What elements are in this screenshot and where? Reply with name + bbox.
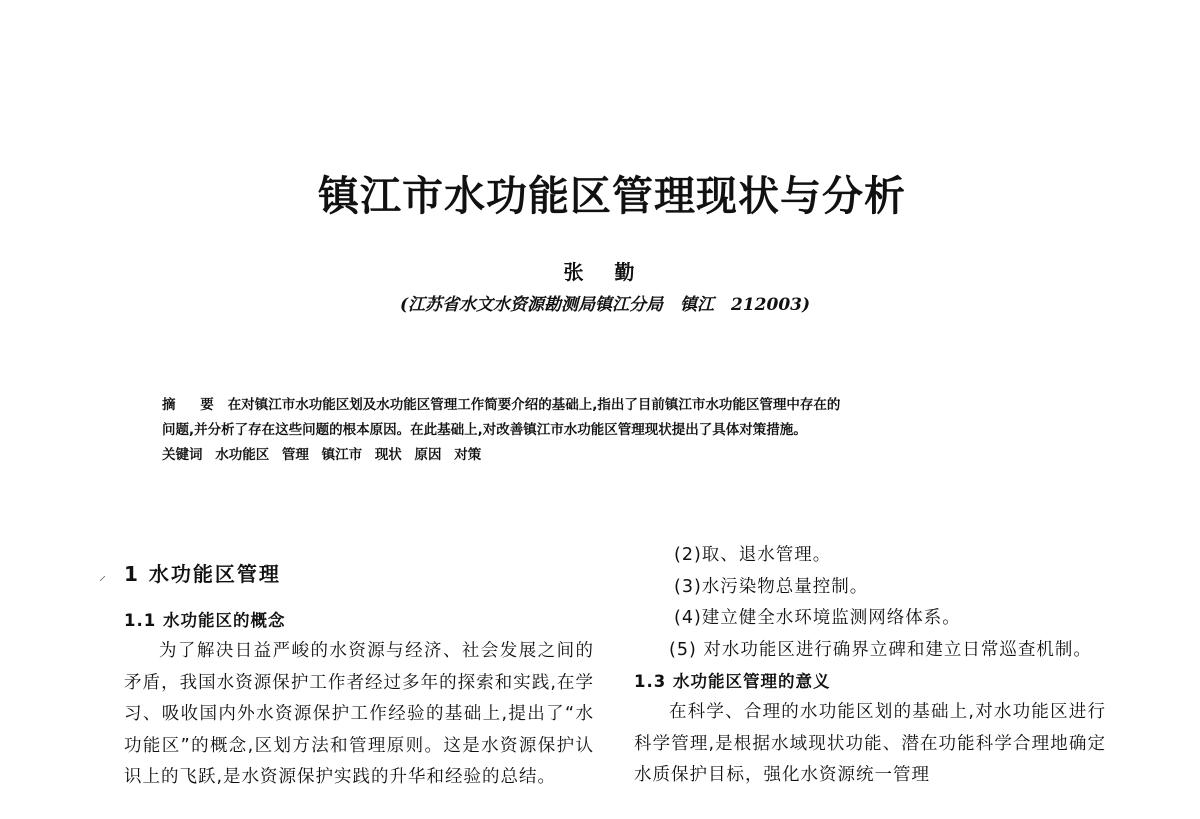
subsection-heading: 1.1 水功能区的概念 — [124, 611, 286, 630]
keyword: 镇江市 — [321, 447, 363, 463]
author-affiliation: (江苏省水文水资源勘测局镇江分局 镇江 212003) — [399, 295, 811, 315]
keyword: 原因 — [414, 447, 442, 463]
body-paragraph: 在科学、合理的水功能区划的基础上,对水功能区进行科学管理,是根据水域现状功能、潜在功能科学合理地确定水质保护目标，强化水资源统一管理 — [634, 702, 1106, 785]
keywords-label: 关键词 — [162, 447, 203, 463]
keywords-line — [162, 443, 1062, 468]
keyword: 管理 — [281, 447, 309, 463]
abstract-text-1: 在对镇江市水功能区划及水功能区管理工作简要介绍的基础上,指出了目前镇江市水功能区管理中存在的 — [227, 397, 841, 413]
right-column — [634, 540, 1106, 792]
abstract-block — [162, 393, 1062, 468]
abstract-line-1 — [162, 393, 1062, 418]
abstract-label: 摘 要 — [162, 397, 224, 413]
paper-title: 镇江市水功能区管理现状与分析 — [318, 172, 906, 220]
keyword: 对策 — [454, 447, 482, 463]
section-heading: 1 水功能区管理 — [124, 562, 281, 586]
list-item-wrapped: (5) 对水功能区进行确界立碑和建立日常巡查机制。 — [669, 639, 1092, 660]
list-item: (4)建立健全水环境监测网络体系。 — [674, 608, 961, 628]
abstract-text-2: 问题,并分析了存在这些问题的根本原因。在此基础上,对改善镇江市水功能区管理现状提出了具体对策措施。 — [162, 422, 807, 438]
subsection-heading: 1.3 水功能区管理的意义 — [634, 672, 831, 691]
body-paragraph: 为了解决日益严峻的水资源与经济、社会发展之间的矛盾，我国水资源保护工作者经过多年的探索和实践,在学习、吸收国内外水资源保护工作经验的基础上,提出了“水功能区”的概念,区划方法和管理原则。这是水资源保护认识上的飞跃,是水资源保护实践的升华和经验的总结。 — [124, 641, 594, 787]
list-item: (2)取、退水管理。 — [674, 545, 832, 565]
list-item: (3)水污染物总量控制。 — [674, 576, 869, 597]
keyword: 水功能区 — [215, 447, 270, 463]
abstract-line-2 — [162, 418, 1062, 443]
keyword: 现状 — [374, 447, 402, 463]
scan-mark-icon: ⸝ — [99, 568, 106, 584]
left-column — [124, 558, 594, 794]
author-name: 张 勤 — [563, 260, 647, 284]
